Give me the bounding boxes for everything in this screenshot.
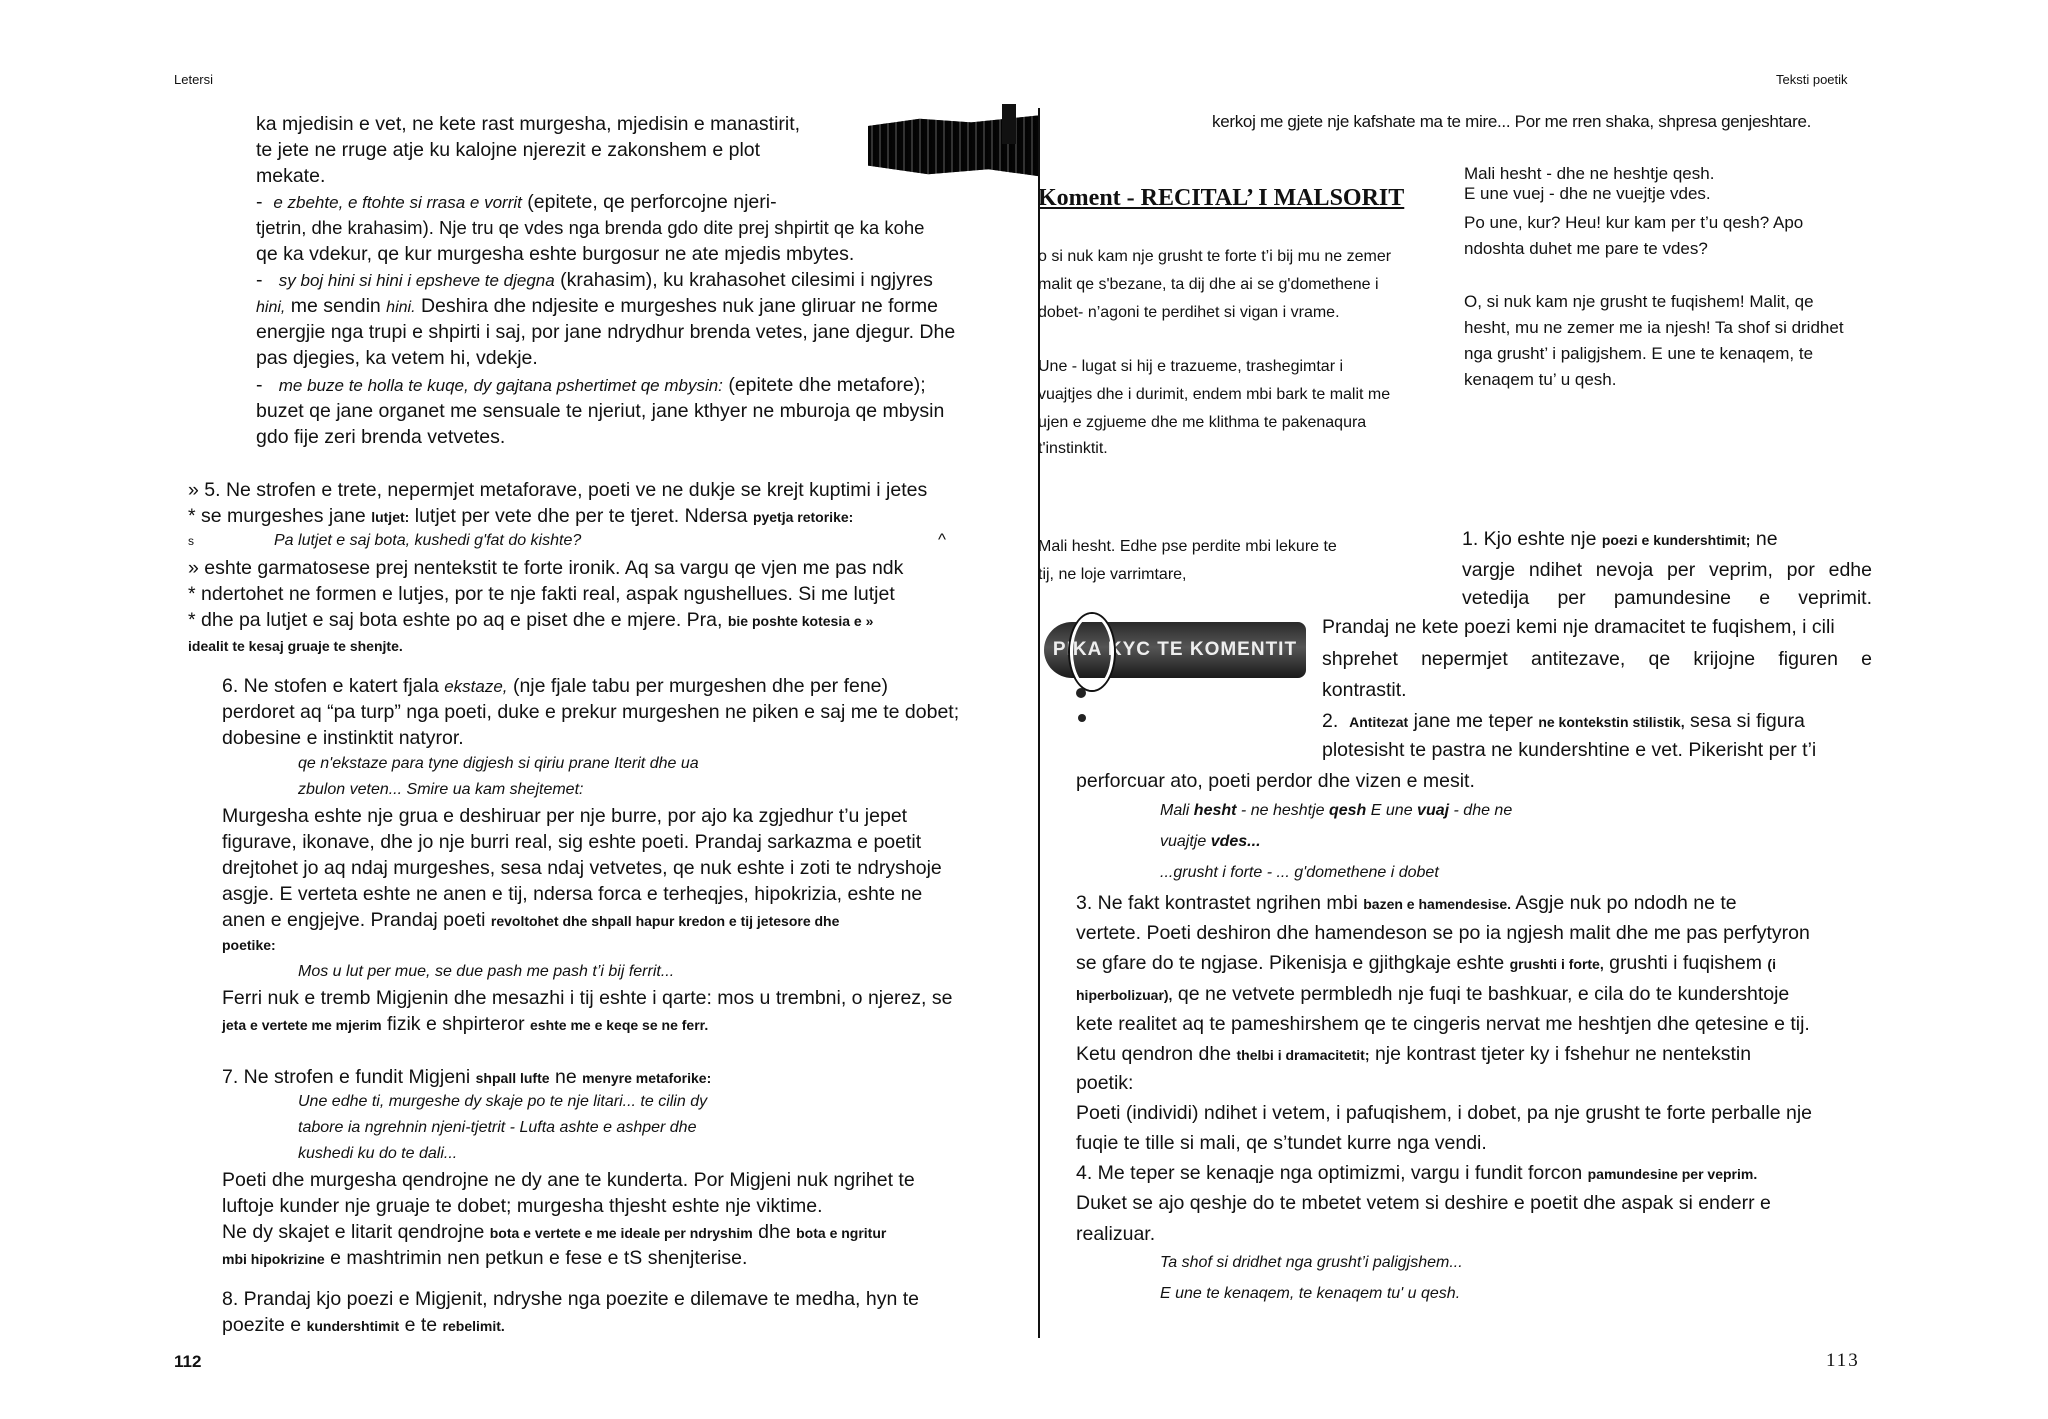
point-3-line-8: Poeti (individi) ndihet i vetem, i pafuqishem, i dobet, pa nje grusht te forte perballe nje [1076,1102,1813,1124]
point-3-line-9: fuqie te tille si mali, qe s’tundet kurre nga vendi. [1076,1132,1487,1154]
section-5-line-6: * dhe pa lutjet e saj bota eshte po aq e piset dhe e mjere. Pra, bie poshte kotesia e » [188,609,874,631]
poem-line-1: Mali hesht - dhe ne heshtje qesh. [1464,164,1715,183]
pika-kyc-logo: PIKA KYC TE KOMENTIT [1044,622,1306,678]
scan-smudge-post [1002,104,1016,144]
koment-line-6: ujen e zgjueme dhe me klithma te pakenaqura [1038,414,1367,431]
koment-line-9: tij, ne loje varrimtare, [1038,566,1187,583]
poem-line-7: nga grusht’ i paligjshem. E une te kenaqem, te [1464,344,1814,363]
left-p4-line-1: - me buze te holla te kuqe, dy gajtana pshertimet qe mbysin: (epitete dhe metafore); [256,374,926,396]
point-3-line-7: poetik: [1076,1072,1134,1094]
section-7-body-2: luftoje kunder nje gruaje te dobet; murgesha thjesht eshte nje viktime. [222,1195,823,1217]
poem-line-2: E une vuej - dhe ne vuejtje vdes. [1464,184,1711,203]
section-5-line-7: idealit te kesaj gruaje te shenjte. [188,638,403,654]
section-5-line-4: » eshte garmatosese prej nentekstit te forte ironik. Aq sa vargu qe vjen me pas ndk [188,557,904,579]
left-top-line-2: te jete ne rruge atje ku kalojne njerezit e zakonshem e plot [256,139,761,161]
section-6-line-1: 6. Ne stofen e katert fjala ekstaze, (nje fjale tabu per murgeshen dhe per fene) [222,675,889,697]
point-2-line-1: 2. Antitezat jane me teper ne kontekstin stilistik, sesa si figura [1322,710,1805,732]
point-2-quote-3: ...grusht i forte - ... g'domethene i dobet [1160,864,1439,881]
left-p3-line-2: hini, me sendin hini. Deshira dhe ndjesite e murgeshes nuk jane gliruar ne forme [256,295,938,317]
point-2-line-2: plotesisht te pastra ne kundershtine e vet. Pikerisht per t’i [1322,739,1817,761]
section-5-line-5: * ndertohet ne formen e lutjes, por te nje fakti real, aspak ngushellues. Si me lutjet [188,583,895,605]
poem-line-6: hesht, mu ne zemer me ia njesh! Ta shof si dridhet [1464,318,1844,337]
section-6-body-5: anen e engjejve. Prandaj poeti revoltohet dhe shpall hapur kredon e tij jetesore dhe [222,909,840,931]
section-7-line-1: 7. Ne strofen e fundit Migjeni shpall lufte ne menyre metaforike: [222,1066,712,1088]
point-4-line-3: realizuar. [1076,1223,1156,1245]
koment-line-2: malit qe s'bezane, ta dij dhe ai se g'domethene i [1038,276,1379,293]
point-2-line-3: perforcuar ato, poeti perdor dhe vizen e mesit. [1076,770,1475,792]
point-1-line-6: kontrastit. [1322,679,1407,701]
section-6-body-7: Ferri nuk e tremb Migjenin dhe mesazhi i tij eshte i qarte: mos u trembni, o njerez, se [222,987,953,1009]
section-6-body-2: figurave, ikonave, dhe jo nje burri real, sig eshte poeti. Prandaj sarkazma e poetit [222,831,922,853]
koment-line-8: Mali hesht. Edhe pse perdite mbi lekure te [1038,538,1337,555]
running-header-right: Teksti poetik [1776,72,1848,87]
koment-line-4: Une - lugat si hij e trazueme, trashegimtar i [1038,358,1344,375]
poem-line-8: kenaqem tu’ u qesh. [1464,370,1617,389]
left-top-line-1: ka mjedisin e vet, ne kete rast murgesha, mjedisin e manastirit, [256,113,801,135]
left-p2-line-1: - e zbehte, e ftohte si rrasa e vorrit (epitete, qe perforcojne njeri- [256,191,777,213]
left-p3-line-4: pas djegies, ka vetem hi, vdekje. [256,347,538,369]
point-4-quote-1: Ta shof si dridhet nga grusht’i paligjshem... [1160,1254,1463,1271]
point-3-line-5: kete realitet aq te pameshirshem qe te cingeris nervat me heshtjen dhe qetesine e tij. [1076,1013,1810,1035]
point-1-line-3: vetedija per pamundesine e veprimit. [1462,587,1872,609]
section-6-body-1: Murgesha eshte nje grua e deshiruar per nje burre, por ajo ka zgjedhur t’u jepet [222,805,908,827]
section-7-body-3: Ne dy skajet e litarit qendrojne bota e vertete e me ideale per ndryshim dhe bota e ngritur [222,1221,887,1243]
point-4-quote-2: E une te kenaqem, te kenaqem tu' u qesh. [1160,1285,1461,1302]
pika-kyc-dot-2 [1078,714,1086,722]
section-5-line-2: * se murgeshes jane lutjet: lutjet per vete dhe per te tjeret. Ndersa pyetja retorike: [188,505,854,527]
section-7-quote-2: tabore ia ngrehnin njeni-tjetrit - Lufta ashte e ashper dhe [298,1119,697,1136]
koment-line-3: dobet- n’agoni te perdihet si vigan i vrame. [1038,304,1340,321]
point-3-line-6: Ketu qendron dhe thelbi i dramacitetit; nje kontrast tjeter ky i fshehur ne nentekstin [1076,1043,1752,1065]
poem-line-3: Po une, kur? Heu! kur kam per t’u qesh? Apo [1464,213,1804,232]
section-6-quote-1: qe n'ekstaze para tyne digjesh si qiriu prane Iterit dhe ua [298,755,699,772]
section-7-body-4: mbi hipokrizine e mashtrimin nen petkun e fese e tS shenjterise. [222,1247,748,1269]
section-5-quote: Pa lutjet e saj bota, kushedi g'fat do kishte? [274,532,582,549]
section-7-body-1: Poeti dhe murgesha qendrojne ne dy ane te kunderta. Por Migjeni nuk ngrihet te [222,1169,915,1191]
point-1-line-2: vargje ndihet nevoja per veprim, por edhe [1462,559,1872,581]
poem-line-5: O, si nuk kam nje grusht te fuqishem! Malit, qe [1464,292,1814,311]
section-6-body-4: asgje. E verteta eshte ne anen e tij, ndersa forca e terheqjes, hipokrizia, eshte ne [222,883,923,905]
koment-title: Koment - RECITAL’ I MALSORIT [1038,185,1405,211]
point-4-line-1: 4. Me teper se kenaqje nga optimizmi, vargu i fundit forcon pamundesine per veprim. [1076,1162,1758,1184]
point-4-line-2: Duket se ajo qeshje do te mbetet vetem si deshire e poetit dhe aspak si enderr e [1076,1192,1771,1214]
section-6-body-6: poetike: [222,937,276,953]
section-6-line-3: dobesine e instinktit natyror. [222,727,464,749]
point-1-line-5: shprehet nepermjet antitezave, qe krijojne figuren e [1322,648,1872,670]
point-2-quote-1: Mali hesht - ne heshtje qesh E une vuaj - dhe ne [1160,802,1513,819]
section-8-line-2: poezite e kundershtimit e te rebelimit. [222,1314,505,1336]
point-3-line-3: se gfare do te ngjase. Pikenisja e gjithgkaje eshte grushti i forte, grushti i fuqishem (i [1076,952,1776,974]
right-top-line: kerkoj me gjete nje kafshate ma te mire... Por me rren shaka, shpresa genjeshtare. [1212,112,1812,131]
poem-line-4: ndoshta duhet me pare te vdes? [1464,239,1708,258]
koment-line-1: o si nuk kam nje grusht te forte t’i bij mu ne zemer [1038,248,1392,265]
section-6-quote-2: zbulon veten... Smire ua kam shejtemet: [298,781,584,798]
section-8-line-1: 8. Prandaj kjo poezi e Migjenit, ndryshe nga poezite e dilemave te medha, hyn te [222,1288,920,1310]
left-p3-line-1: - sy boj hini si hini i epsheve te djegna (krahasim), ku krahasohet cilesimi i ngjyres [256,269,933,291]
section-7-quote-1: Une edhe ti, murgeshe dy skaje po te nje litari... te cilin dy [298,1093,708,1110]
point-3-line-1: 3. Ne fakt kontrastet ngrihen mbi bazen e hamendesise. Asgje nuk po ndodh ne te [1076,892,1737,914]
left-p4-line-3: gdo fije zeri brenda vetvetes. [256,426,506,448]
point-3-line-4: hiperbolizuar), qe ne vetvete permbledh nje fuqi te bashkuar, e cila do te kundershtoje [1076,983,1790,1005]
running-header-left: Letersi [174,72,214,87]
left-p2-line-3: qe ka vdekur, qe kur murgesha eshte burgosur ne ate mjedis mbytes. [256,243,855,265]
left-p3-line-3: energjie nga trupi e shpirti i saj, por jane ndrydhur brenda vetes, jane djegur. Dhe [256,321,956,343]
page-number-right: 113 [1826,1350,1860,1371]
section-5-line-1: » 5. Ne strofen e trete, nepermjet metaforave, poeti ve ne dukje se krejt kuptimi i jetes [188,479,928,501]
page-number-left: 112 [174,1352,202,1371]
point-1-line-1: 1. Kjo eshte nje poezi e kundershtimit; ne [1462,528,1778,550]
section-7-quote-3: kushedi ku do te dali... [298,1145,458,1162]
section-6-body-3: drejtohet jo aq ndaj murgeshes, sesa ndaj vetvetes, qe nuk eshte i zoti te ndryshoje [222,857,942,879]
pika-kyc-dot-1 [1076,688,1086,698]
pika-kyc-ring [1070,614,1114,690]
koment-line-5: vuajtjes dhe i durimit, endem mbi bark te malit me [1038,386,1391,403]
left-top-line-3: mekate. [256,165,326,187]
section-6-body-8: jeta e vertete me mjerim fizik e shpirteror eshte me e keqe se ne ferr. [222,1013,709,1035]
point-2-quote-2: vuajtje vdes... [1160,833,1261,850]
section-5-margin-s: s [188,534,194,548]
section-6-quote-3: Mos u lut per mue, se due pash me pash t’i bij ferrit... [298,963,675,980]
koment-line-7: t'instinktit. [1038,440,1108,457]
left-p2-line-2: tjetrin, dhe krahasim). Nje tru qe vdes nga brenda gdo dite prej shpirtit qe ka kohe [256,217,925,238]
point-1-line-4: Prandaj ne kete poezi kemi nje dramacitet te fuqishem, i cili [1322,616,1835,638]
section-5-caret: ^ [938,530,946,549]
left-p4-line-2: buzet qe jane organet me sensuale te njeriut, jane kthyer ne mburoja qe mbysin [256,400,945,422]
point-3-line-2: vertete. Poeti deshiron dhe hamendeson se po ia ngjesh malit dhe me pas perfytyron [1076,922,1810,944]
section-6-line-2: perdoret aq “pa turp” nga poeti, duke e prekur murgeshen ne piken e saj me te dobet; [222,701,960,723]
